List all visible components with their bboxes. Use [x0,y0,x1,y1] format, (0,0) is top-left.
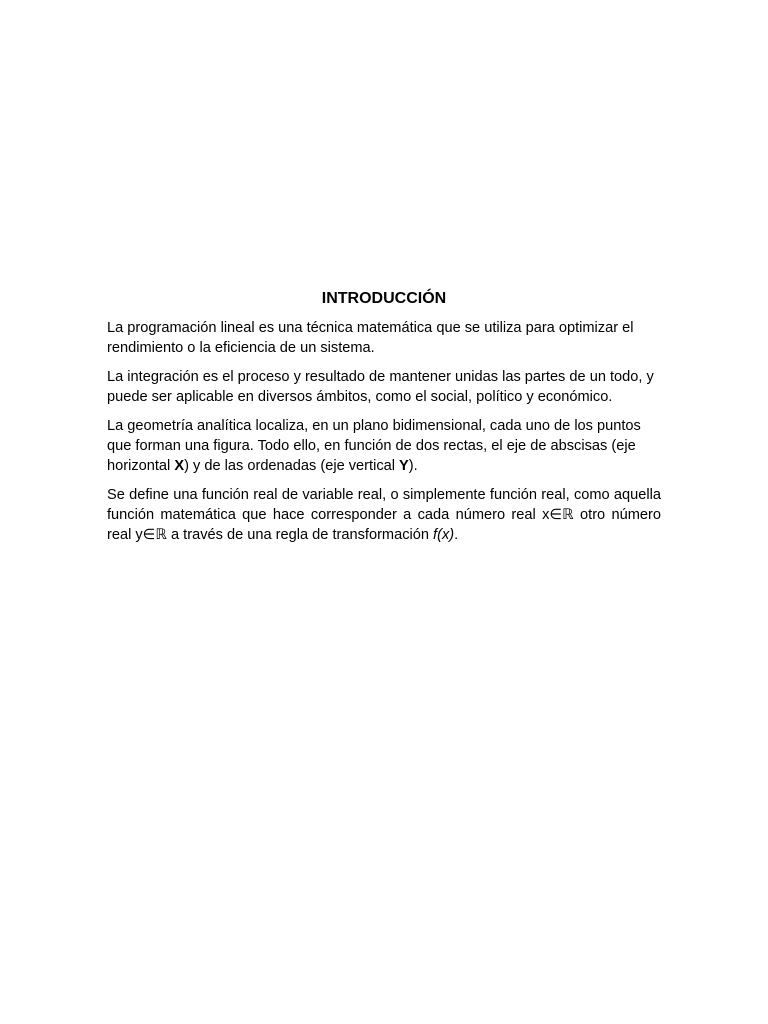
paragraph-text: La geometría analítica localiza, en un plano bidimensional, cada uno de los puntos que forman una figura. Todo ello, en función de dos rectas, el eje de abscisas (eje horizontal [107,418,641,474]
paragraph-text: ). [408,458,418,474]
x-axis-label: X [174,458,185,474]
paragraph-linear-programming: La programación lineal es una técnica matemática que se utiliza para optimizar el rendimiento o la eficiencia de un sistema. [107,320,634,356]
function-notation: f(x) [433,527,455,543]
paragraph-text: Se define una función real de variable real, o simplemente función real, como aquella función matemática que hace corresponder a cada número real x∈ℝ otro número real y∈ℝ a través de una regla de transformación [107,487,661,543]
paragraph-integration: La integración es el proceso y resultado de mantener unidas las partes de un todo, y puede ser aplicable en diversos ámbitos, como el social, político y económico. [107,369,654,405]
paragraph-real-function [107,485,661,545]
page-title: INTRODUCCIÓN [321,290,447,307]
paragraph-text: ) y de las ordenadas (eje vertical [184,458,400,474]
paragraph-text: . [454,527,459,543]
y-axis-label: Y [399,458,409,474]
paragraph-analytic-geometry [107,416,661,476]
document-body [107,288,661,554]
